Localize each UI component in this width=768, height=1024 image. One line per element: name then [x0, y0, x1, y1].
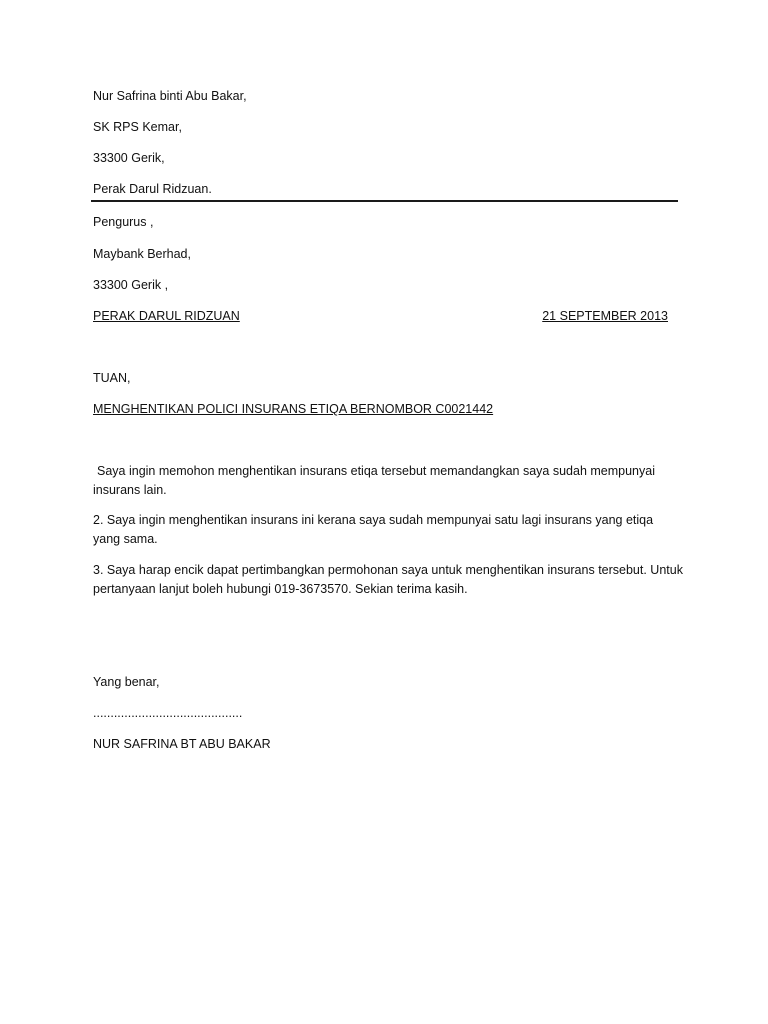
subject-line: MENGHENTIKAN POLICI INSURANS ETIQA BERNOMBOR C0021442: [93, 402, 494, 416]
sender-state: Perak Darul Ridzuan.: [93, 182, 212, 196]
sender-postcode-city: 33300 Gerik,: [93, 151, 165, 165]
header-divider: [91, 200, 678, 202]
recipient-state: PERAK DARUL RIDZUAN: [93, 309, 240, 323]
sender-school: SK RPS Kemar,: [93, 120, 182, 134]
signatory-name: NUR SAFRINA BT ABU BAKAR: [93, 737, 271, 751]
paragraph-3: 3. Saya harap encik dapat pertimbangkan permohonan saya untuk menghentikan insurans tersebut. Untuk pertanyaan lanjut boleh hubungi 019-3673570. Sekian terima kasih.: [93, 563, 683, 596]
paragraph-1: Saya ingin memohon menghentikan insurans etiqa tersebut memandangkan saya sudah mempunyai insurans lain.: [93, 464, 655, 497]
salutation: TUAN,: [93, 371, 131, 385]
paragraph-2: 2. Saya ingin menghentikan insurans ini kerana saya sudah mempunyai satu lagi insurans yang etiqa yang sama.: [93, 513, 654, 546]
recipient-company: Maybank Berhad,: [93, 247, 191, 261]
recipient-title: Pengurus ,: [93, 215, 154, 229]
recipient-postcode-city: 33300 Gerik ,: [93, 278, 169, 292]
sender-name: Nur Safrina binti Abu Bakar,: [93, 89, 247, 103]
signature-line: ...........................................: [93, 706, 243, 720]
letter-date: 21 SEPTEMBER 2013: [542, 309, 668, 323]
closing: Yang benar,: [93, 675, 160, 689]
